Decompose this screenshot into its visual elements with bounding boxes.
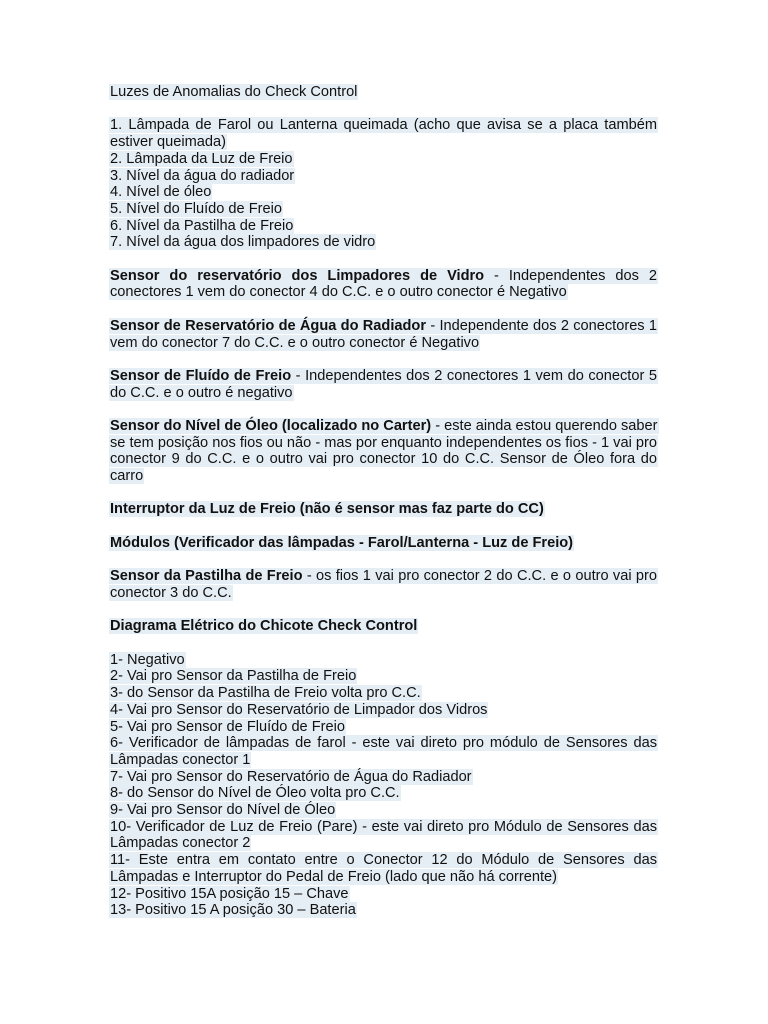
document-title: Luzes de Anomalias do Check Control xyxy=(110,84,358,100)
diagram-item: 4- Vai pro Sensor do Reservatório de Limpador dos Vidros xyxy=(110,701,488,718)
sensor-paragraph xyxy=(109,535,658,552)
sensor-paragraph xyxy=(109,501,658,518)
sensor-text: - Independentes dos 2 conectores 1 vem do conector 4 do C.C. e o outro conector é Negativo xyxy=(110,267,657,301)
diagram-item: 13- Positivo 15 A posição 30 – Bateria xyxy=(110,902,356,919)
diagram-item: 1- Negativo xyxy=(110,651,185,668)
sensor-heading: Módulos (Verificador das lâmpadas - Farol/Lanterna - Luz de Freio) xyxy=(110,534,574,551)
diagram-item: 7- Vai pro Sensor do Reservatório de Água do Radiador xyxy=(110,768,472,785)
diagram-item: 8- do Sensor do Nível de Óleo volta pro C.C. xyxy=(110,785,400,802)
lamp-item: 2. Lâmpada da Luz de Freio xyxy=(110,150,293,167)
sensor-paragraph xyxy=(109,318,658,351)
sensor-paragraph xyxy=(109,568,658,601)
sensor-heading: Sensor da Pastilha de Freio xyxy=(110,568,303,585)
spacer xyxy=(109,602,658,619)
sensor-heading: Sensor de Reservatório de Água do Radiador xyxy=(110,317,427,334)
lamp-item: 7. Nível da água dos limpadores de vidro xyxy=(110,234,376,251)
diagram-item: 10- Verificador de Luz de Freio (Pare) - este vai direto pro Módulo de Sensores das Lâmpadas conector 2 xyxy=(110,818,657,852)
sensor-text: - este ainda estou querendo saber se tem posição nos fios ou não - mas por enquanto independentes os fios - 1 vai pro conector 9 do C.C. e o outro vai pro conector 10 do C.C. Sensor de Óleo fora do carro xyxy=(110,417,658,485)
spacer xyxy=(109,518,658,535)
sensor-text: - Independentes dos 2 conectores 1 vem do conector 5 do C.C. e o outro é negativo xyxy=(110,367,657,401)
diagram-item: 11- Este entra em contato entre o Conector 12 do Módulo de Sensores das Lâmpadas e Interruptor do Pedal de Freio (lado que não há corrente) xyxy=(110,852,657,885)
spacer xyxy=(109,552,658,569)
sensor-text: - os fios 1 vai pro conector 2 do C.C. e o outro vai pro conector 3 do C.C. xyxy=(110,568,658,601)
spacer xyxy=(109,351,658,368)
sensor-heading: Sensor do Nível de Óleo (localizado no Carter) xyxy=(110,417,432,434)
diagram-item: 3- do Sensor da Pastilha de Freio volta pro C.C. xyxy=(110,685,421,702)
lamp-item: 6. Nível da Pastilha de Freio xyxy=(110,217,294,234)
diagram-item: 5- Vai pro Sensor de Fluído de Freio xyxy=(110,718,345,735)
sensor-heading: Sensor de Fluído de Freio xyxy=(110,367,292,384)
document-page xyxy=(109,84,658,919)
sensor-text: - Independente dos 2 conectores 1 vem do conector 7 do C.C. e o outro conector é Negativo xyxy=(110,317,658,351)
diagram-item: 12- Positivo 15A posição 15 – Chave xyxy=(110,885,349,902)
spacer xyxy=(109,485,658,502)
sensor-heading: Interruptor da Luz de Freio (não é sensor mas faz parte do CC) xyxy=(110,501,544,518)
sensor-paragraph xyxy=(109,268,658,301)
spacer xyxy=(109,635,658,652)
lamp-item: 1. Lâmpada de Farol ou Lanterna queimada (acho que avisa se a placa também estiver queimada) xyxy=(110,117,657,151)
spacer xyxy=(109,101,658,118)
spacer xyxy=(109,301,658,318)
diagram-item: 2- Vai pro Sensor da Pastilha de Freio xyxy=(110,668,357,685)
lamp-item: 3. Nível da água do radiador xyxy=(110,167,295,184)
diagram-item: 9- Vai pro Sensor do Nível de Óleo xyxy=(110,802,336,819)
sensor-heading: Sensor do reservatório dos Limpadores de Vidro xyxy=(110,267,485,284)
diagram-title: Diagrama Elétrico do Chicote Check Control xyxy=(110,618,418,635)
lamp-item: 5. Nível do Fluído de Freio xyxy=(110,200,282,217)
spacer xyxy=(109,401,658,418)
sensor-paragraph xyxy=(109,368,658,401)
diagram-item: 6- Verificador de lâmpadas de farol - este vai direto pro módulo de Sensores das Lâmpadas conector 1 xyxy=(110,735,657,768)
sensor-paragraph xyxy=(109,418,658,485)
spacer xyxy=(109,251,658,268)
lamp-item: 4. Nível de óleo xyxy=(110,184,212,201)
